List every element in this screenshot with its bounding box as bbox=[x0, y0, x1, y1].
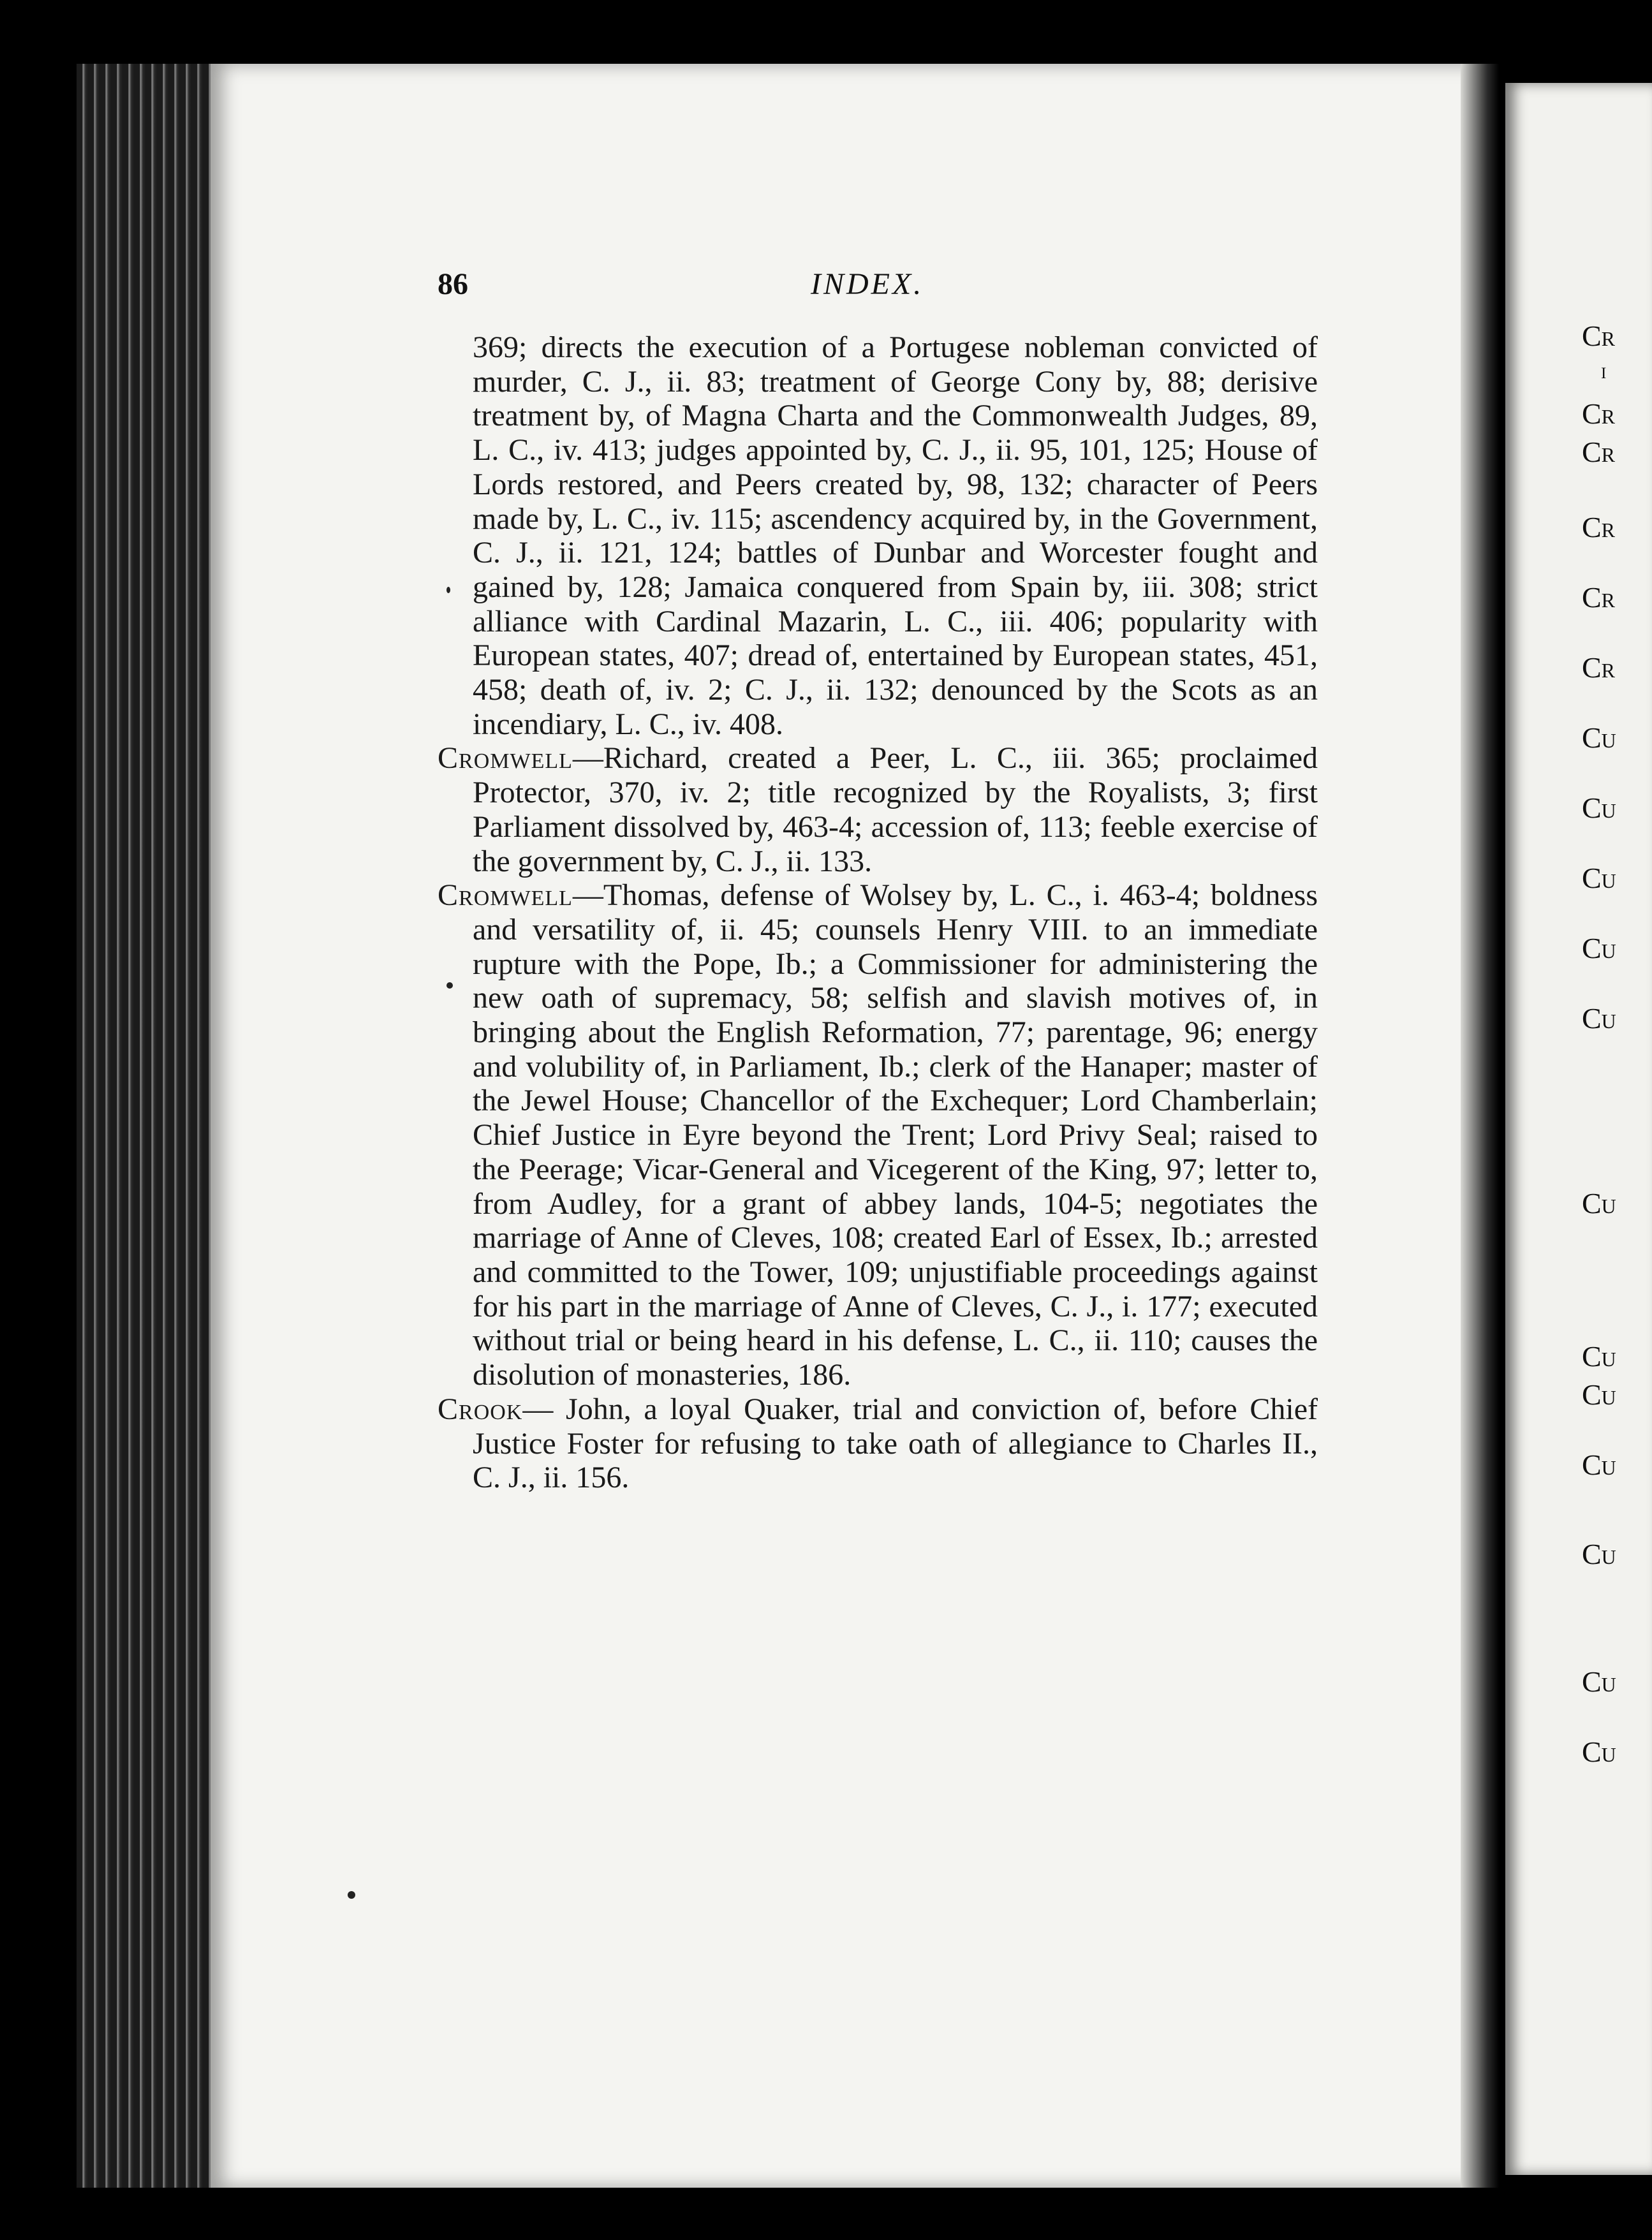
entry-headword: Crook bbox=[438, 1392, 523, 1426]
scan-speck bbox=[446, 982, 453, 989]
running-head bbox=[438, 267, 1345, 305]
page-gutter bbox=[1461, 64, 1499, 2188]
facing-fragment: Cr bbox=[1582, 581, 1616, 614]
facing-fragment: Cr bbox=[1582, 511, 1616, 543]
facing-fragment: Cu bbox=[1582, 1002, 1616, 1035]
index-entry bbox=[438, 878, 1318, 1392]
entry-headword: Cromwell bbox=[438, 878, 573, 913]
facing-fragment: Cu bbox=[1582, 1665, 1616, 1698]
facing-fragment: Cu bbox=[1582, 932, 1616, 964]
facing-fragment: Cu bbox=[1582, 1378, 1616, 1411]
facing-fragment: Cu bbox=[1582, 792, 1616, 824]
facing-fragment: Cu bbox=[1582, 1448, 1616, 1481]
scan-speck bbox=[348, 1891, 355, 1899]
facing-fragment: Cu bbox=[1582, 862, 1616, 894]
index-entry bbox=[438, 1392, 1318, 1495]
index-entry-continued bbox=[438, 330, 1318, 741]
facing-fragment: Cr bbox=[1582, 651, 1616, 684]
scan-speck bbox=[446, 587, 450, 593]
entry-text: —Thomas, defense of Wolsey by, L. C., i. 463-4; boldness and versatility of, ii. 45; counsels Henry VIII. to an immediate rupture with the Pope, Ib.; a Commissioner for administering the new oath of supremacy, 58; selfish and slavish motives of, in bringing about the English Reformation, 77; parentage, 96; energy and volubility of, in Parliament, Ib.; clerk of the Hanaper; master of the Jewel House; Chancellor of the Exchequer; Lord Chamberlain; Chief Justice in Eyre beyond the Trent; Lord Privy Seal; raised to the Peerage; Vicar-General and Vicegerent of the King, 97; letter to, from Audley, for a grant of abbey lands, 104-5; negotiates the marriage of Anne of Cleves, 108; created Earl of Essex, Ib.; arrested and committed to the Tower, 109; unjustifiable proceedings against for his part in the marriage of Anne of Cleves, C. J., i. 177; executed without trial or being heard in his defense, L. C., ii. 110; causes the disolution of monasteries, 186. bbox=[473, 878, 1318, 1392]
facing-fragment: Cu bbox=[1582, 721, 1616, 754]
facing-fragment: Cu bbox=[1582, 1187, 1616, 1219]
entry-text: —Richard, created a Peer, L. C., iii. 365; proclaimed Protector, 370, iv. 2; title recognized by the Royalists, 3; first Parliament dissolved by, 463-4; accession of, 113; feeble exercise of the government by, C. J., ii. 133. bbox=[473, 741, 1318, 878]
entry-text: — John, a loyal Quaker, trial and conviction of, before Chief Justice Foster for refusing to take oath of allegiance to Charles II., C. J., ii. 156. bbox=[473, 1392, 1318, 1495]
facing-fragment: Cr bbox=[1582, 320, 1616, 352]
facing-fragment: Cr bbox=[1582, 397, 1616, 430]
entry-text: 369; directs the execution of a Portugese nobleman convicted of murder, C. J., ii. 83; treatment of George Cony by, 88; derisive treatment by, of Magna Charta and the Commonwealth Judges, 89, L. C., iv. 413; judges appointed by, C. J., ii. 95, 101, 125; House of Lords restored, and Peers created by, 98, 132; character of Peers made by, L. C., iv. 115; ascendency acquired by, in the Government, C. J., ii. 121, 124; battles of Dunbar and Worcester fought and gained by, 128; Jamaica conquered from Spain by, iii. 308; strict alliance with Cardinal Mazarin, L. C., iii. 406; popularity with European states, 407; dread of, entertained by European states, 451, 458; death of, iv. 2; C. J., ii. 132; denounced by the Scots as an incendiary, L. C., iv. 408. bbox=[473, 330, 1318, 741]
index-entry bbox=[438, 741, 1318, 878]
facing-fragment: i bbox=[1601, 358, 1607, 383]
right-page-sliver bbox=[1505, 83, 1652, 2175]
facing-fragment: Cr bbox=[1582, 436, 1616, 468]
index-body bbox=[438, 330, 1318, 1495]
facing-fragment: Cu bbox=[1582, 1735, 1616, 1768]
page-title: INDEX. bbox=[811, 267, 924, 301]
page-number: 86 bbox=[438, 267, 468, 301]
facing-fragment: Cu bbox=[1582, 1340, 1616, 1373]
entry-headword: Cromwell bbox=[438, 741, 573, 776]
facing-fragment: Cu bbox=[1582, 1538, 1616, 1570]
page-edges bbox=[77, 64, 223, 2188]
